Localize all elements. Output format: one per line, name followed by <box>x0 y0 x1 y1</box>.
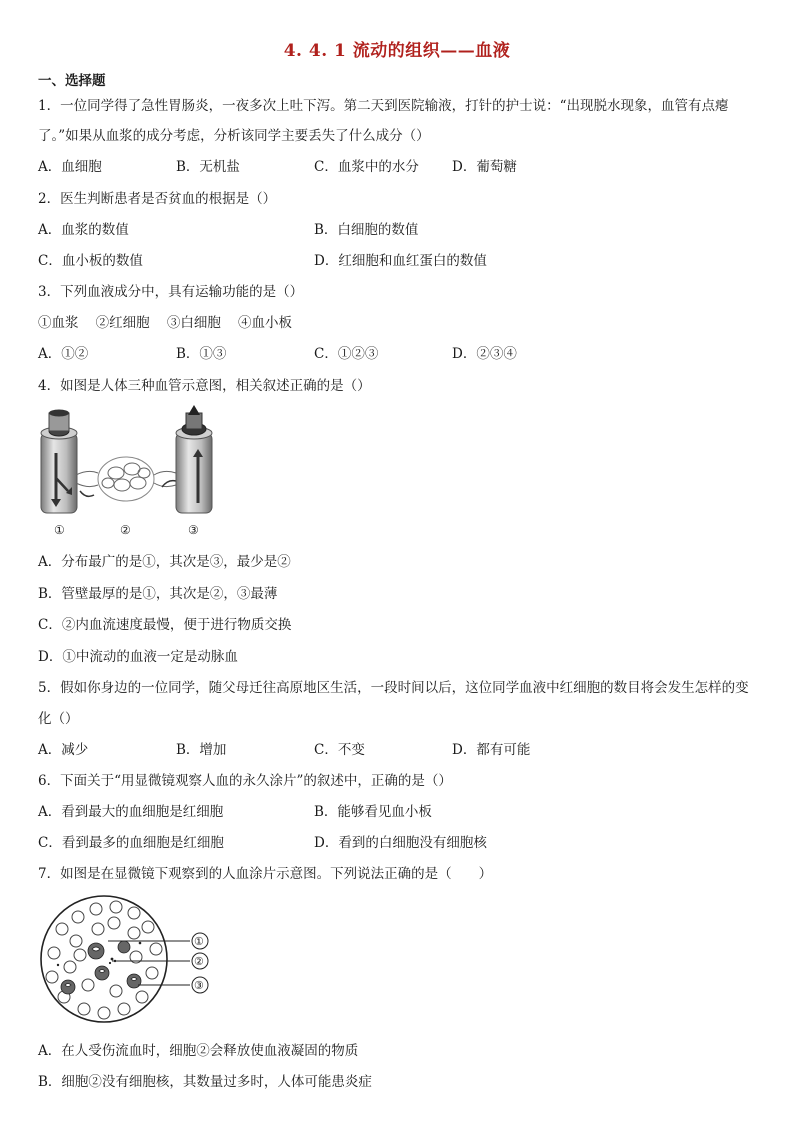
q6-stem: 6．下面关于“用显微镜观察人血的永久涂片”的叙述中，正确的是（） <box>38 773 452 789</box>
q1-option-d: D．葡萄糖 <box>452 159 517 175</box>
microscope-field <box>41 896 167 1022</box>
q1-option-c: C．血浆中的水分 <box>314 159 419 175</box>
q4-option-b: B．管壁最厚的是①，其次是②，③最薄 <box>38 586 278 602</box>
q2-option-a: A．血浆的数值 <box>38 222 129 238</box>
q4-stem: 4．如图是人体三种血管示意图，相关叙述正确的是（） <box>38 378 371 394</box>
q5-stem-line2: 化（） <box>38 711 79 727</box>
q4-option-a: A．分布最广的是①，其次是③，最少是② <box>38 554 291 570</box>
q1-stem-line2: 了。”如果从血浆的成分考虑，分析该同学主要丢失了什么成分（） <box>38 128 430 144</box>
figure-label-3: ③ <box>188 523 199 537</box>
vein-diagram <box>176 405 212 513</box>
q5-option-b: B．增加 <box>176 742 227 758</box>
smear-label-2: ② <box>194 955 204 968</box>
q3-option-b: B．①③ <box>176 346 227 362</box>
q7-stem: 7．如图是在显微镜下观察到的人血涂片示意图。下列说法正确的是（ ） <box>38 866 493 882</box>
capillary-network-diagram <box>76 457 176 501</box>
q6-option-c: C．看到最多的血细胞是红细胞 <box>38 835 224 851</box>
q6-option-b: B．能够看见血小板 <box>314 804 432 820</box>
q1-stem-line1: 1．一位同学得了急性胃肠炎，一夜多次上吐下泻。第二天到医院输液，打针的护士说：“出现脱水现象，血管有点瘪 <box>38 98 729 114</box>
q3-option-d: D．②③④ <box>452 346 517 362</box>
q6-option-d: D．看到的白细胞没有细胞核 <box>314 835 487 851</box>
q2-option-b: B．白细胞的数值 <box>314 222 419 238</box>
q2-option-d: D．红细胞和血红蛋白的数值 <box>314 253 487 269</box>
blood-vessels-figure <box>36 403 226 541</box>
blood-smear-figure <box>38 893 218 1025</box>
q5-option-d: D．都有可能 <box>452 742 531 758</box>
q3-items: ①血浆 ②红细胞 ③白细胞 ④血小板 <box>38 315 292 331</box>
page-title: 4. 4. 1 流动的组织——血液 <box>283 41 511 61</box>
q2-option-c: C．血小板的数值 <box>38 253 143 269</box>
q5-stem-line1: 5．假如你身边的一位同学，随父母迁往高原地区生活，一段时间以后，这位同学血液中红细胞的数目将会发生怎样的变 <box>38 680 749 696</box>
artery-diagram <box>41 410 77 514</box>
q1-option-a: A．血细胞 <box>38 159 102 175</box>
q4-option-c: C．②内血流速度最慢，便于进行物质交换 <box>38 617 292 633</box>
q3-option-a: A．①② <box>38 346 89 362</box>
figure-label-1: ① <box>54 523 65 537</box>
smear-label-1: ① <box>194 935 204 948</box>
q6-option-a: A．看到最大的血细胞是红细胞 <box>38 804 224 820</box>
q2-stem: 2．医生判断患者是否贫血的根据是（） <box>38 191 277 207</box>
q3-stem: 3．下列血液成分中，具有运输功能的是（） <box>38 284 304 300</box>
q3-option-c: C．①②③ <box>314 346 379 362</box>
figure-label-2: ② <box>120 523 131 537</box>
section-heading: 一、选择题 <box>38 73 106 89</box>
q5-option-a: A．减少 <box>38 742 89 758</box>
q4-option-d: D．①中流动的血液一定是动脉血 <box>38 649 238 665</box>
q5-option-c: C．不变 <box>314 742 365 758</box>
q7-option-a: A．在人受伤流血时，细胞②会释放使血液凝固的物质 <box>38 1043 359 1059</box>
smear-label-3: ③ <box>194 979 204 992</box>
q1-option-b: B．无机盐 <box>176 159 240 175</box>
q7-option-b: B．细胞②没有细胞核，其数量过多时，人体可能患炎症 <box>38 1074 372 1090</box>
